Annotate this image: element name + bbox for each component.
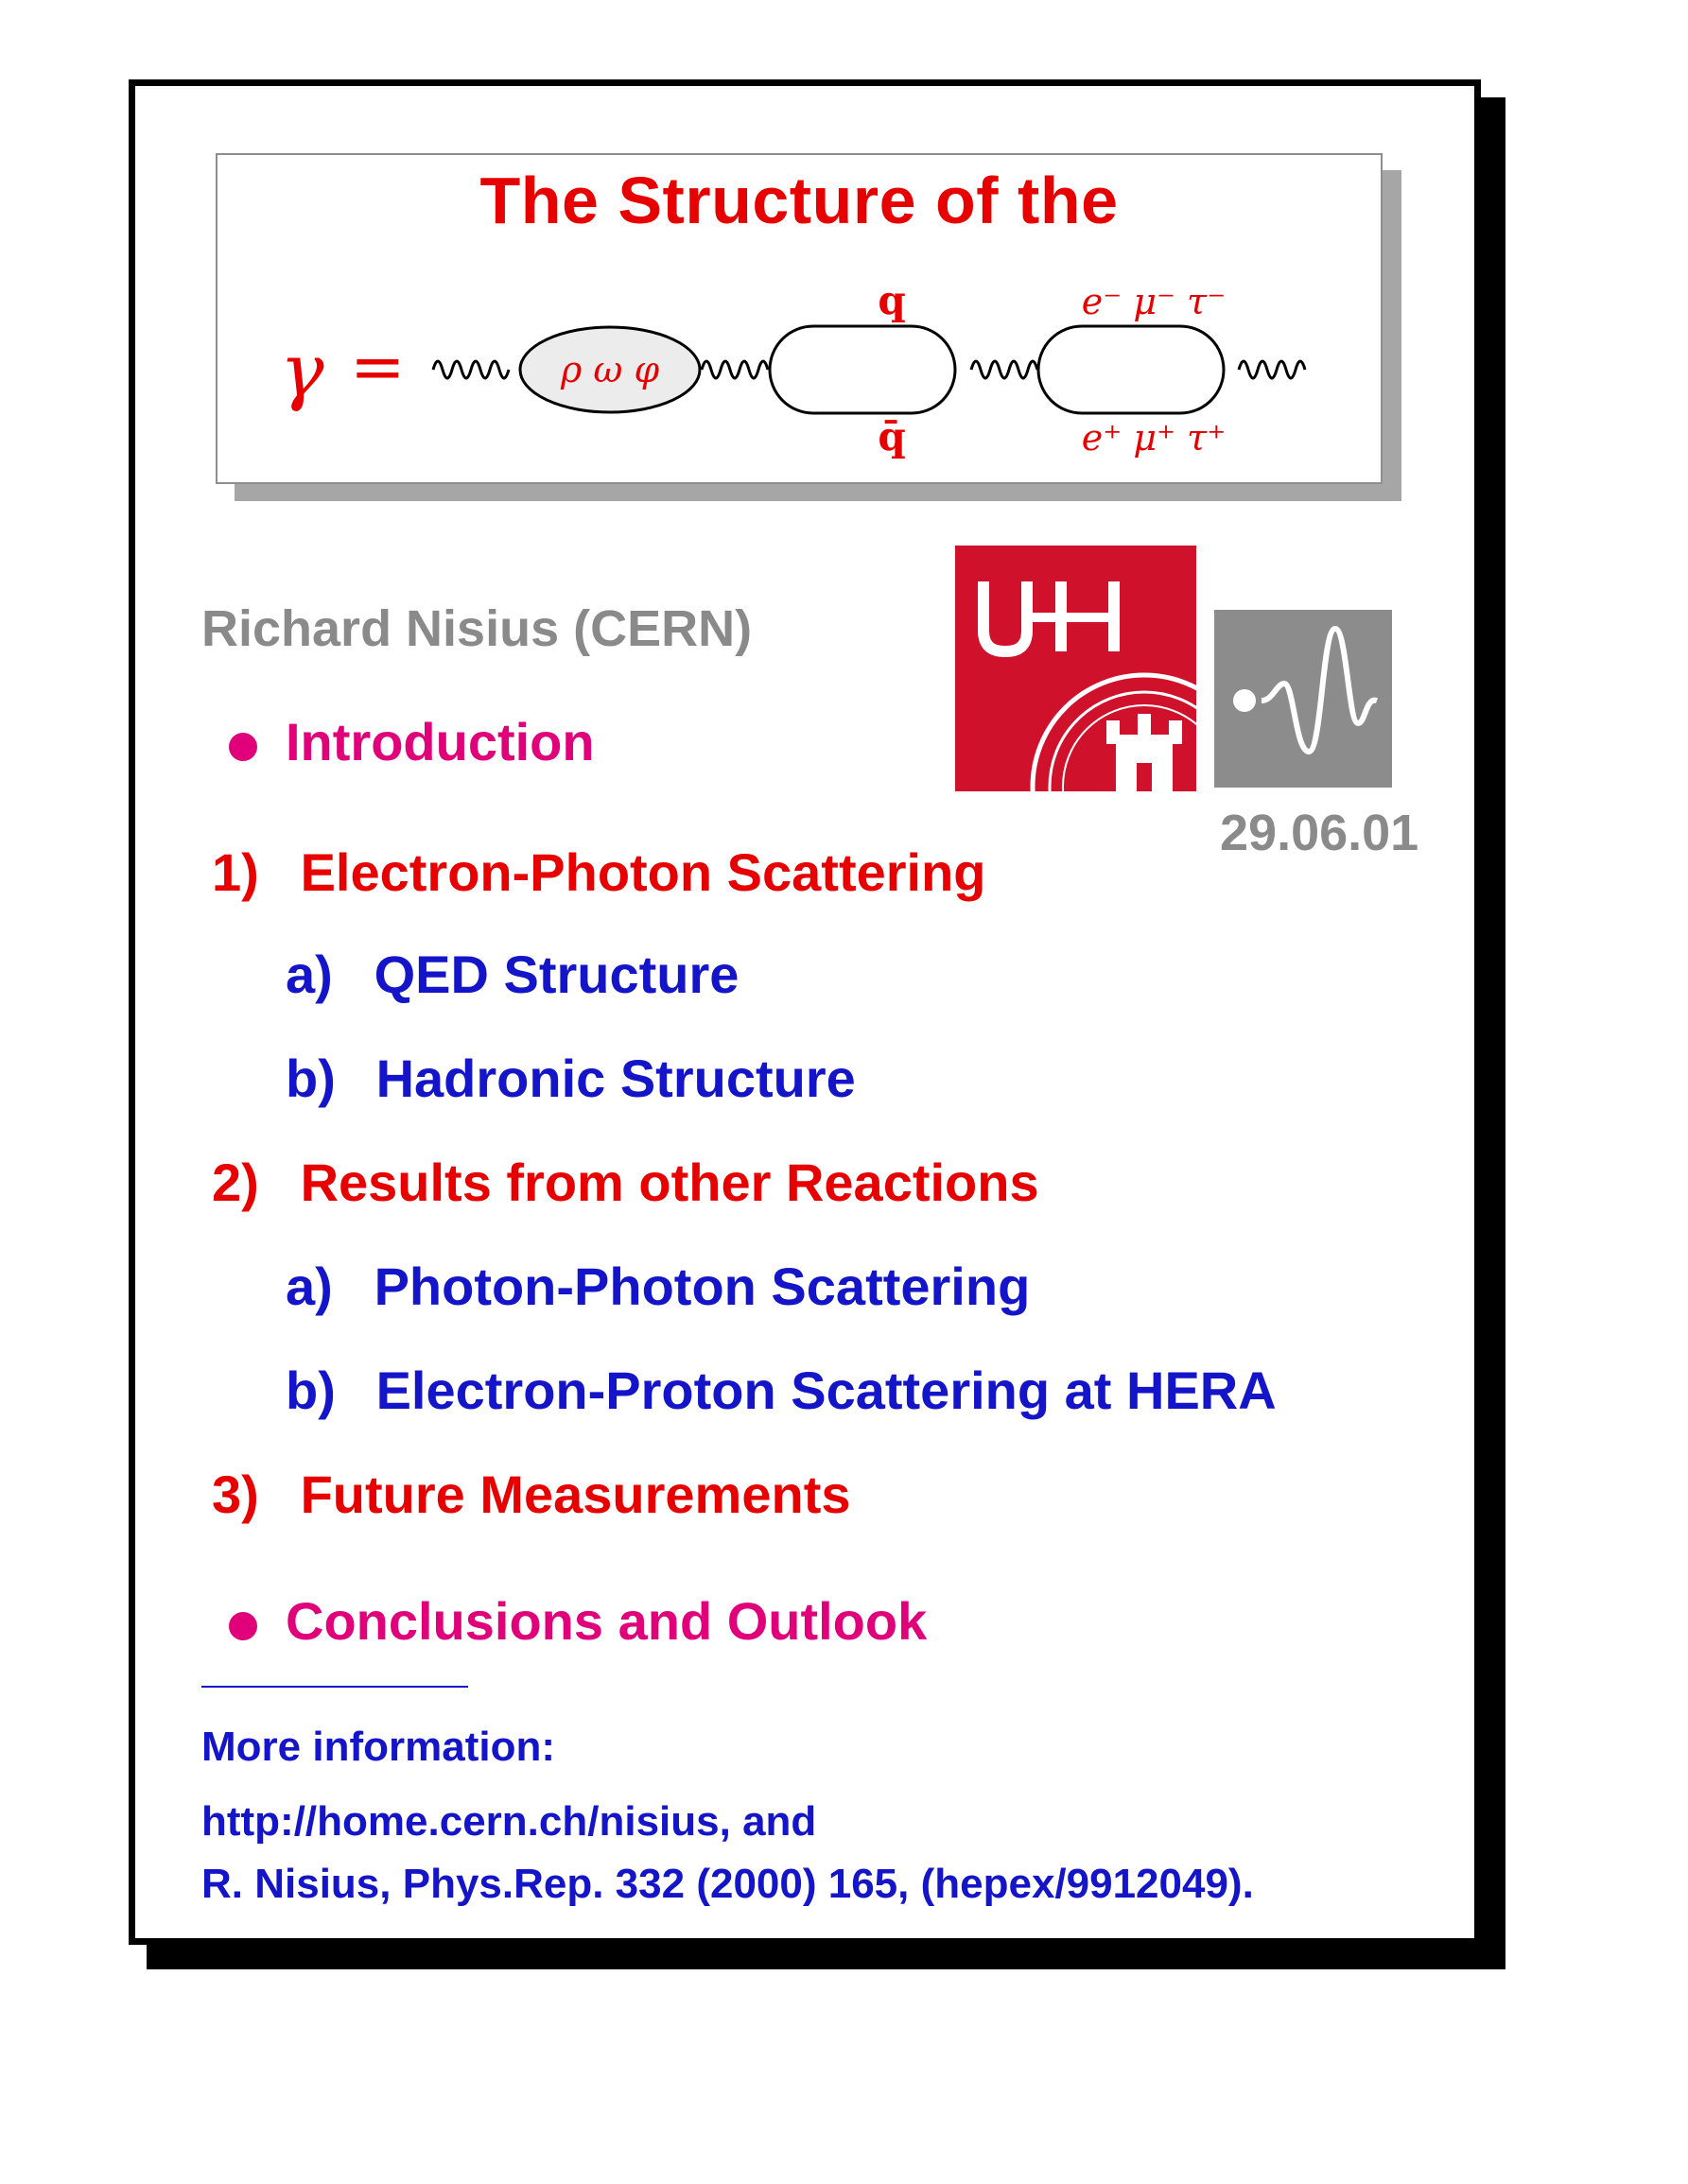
toc-electron-photon-scattering: [212, 841, 986, 903]
toc-results-other-reactions: [212, 1152, 1039, 1213]
toc-label: Photon-Photon Scattering: [374, 1257, 1031, 1316]
toc-qed-structure: [286, 944, 739, 1005]
uhh-logo: [955, 546, 1196, 791]
author-name: Richard Nisius (CERN): [201, 600, 753, 657]
toc-number: b): [286, 1049, 336, 1108]
bullet-introduction: [229, 733, 257, 761]
equals-sign: =: [350, 328, 406, 406]
toc-label: Electron-Photon Scattering: [300, 842, 986, 902]
bullet-conclusions: [229, 1612, 257, 1640]
toc-label: Introduction: [286, 712, 595, 771]
toc-number: 2): [212, 1153, 259, 1212]
photon-line-3: [971, 361, 1037, 378]
gamma-symbol: γ: [280, 329, 324, 414]
talk-date: 29.06.01: [1220, 805, 1419, 861]
toc-future-measurements: [212, 1464, 851, 1525]
antiquark-label: q̄: [878, 413, 906, 459]
lepton-top-label: e⁻ μ⁻ τ⁻: [1081, 281, 1227, 322]
toc-number: 3): [212, 1465, 259, 1524]
footer-reference-line: R. Nisius, Phys.Rep. 332 (2000) 165, (hepex/9912049).: [201, 1861, 1254, 1907]
footer-link-line[interactable]: http://home.cern.ch/nisius, and: [201, 1798, 817, 1845]
toc-number: 1): [212, 842, 259, 902]
toc-number: b): [286, 1361, 336, 1420]
quark-loop: [770, 326, 955, 413]
toc-conclusions-outlook: [286, 1590, 927, 1652]
toc-label: Hadronic Structure: [375, 1049, 856, 1108]
toc-label: Conclusions and Outlook: [286, 1591, 928, 1651]
photon-line-2: [702, 361, 768, 378]
title-box: [216, 153, 1383, 484]
toc-label: Results from other Reactions: [300, 1153, 1039, 1212]
desy-logo: [1214, 610, 1392, 788]
toc-introduction: [286, 711, 595, 772]
lepton-bottom-label: e⁺ μ⁺ τ⁺: [1081, 417, 1227, 459]
photon-line-4: [1239, 361, 1305, 378]
footer-heading: More information:: [201, 1724, 555, 1770]
quark-label: q: [878, 277, 906, 323]
toc-electron-proton-hera: [286, 1360, 1277, 1421]
meson-label: ρ ω φ: [560, 349, 660, 390]
toc-hadronic-structure: [286, 1048, 856, 1109]
toc-photon-photon-scattering: [286, 1256, 1030, 1317]
slide-title: The Structure of the: [479, 164, 1119, 237]
photon-structure-diagram: [218, 155, 1384, 486]
toc-number: a): [286, 945, 333, 1004]
toc-label: QED Structure: [374, 945, 740, 1004]
toc-label: Future Measurements: [300, 1465, 851, 1524]
toc-number: a): [286, 1257, 333, 1316]
lepton-loop: [1038, 326, 1224, 413]
footnote-rule: [201, 1686, 468, 1688]
toc-label: Electron-Proton Scattering at HERA: [375, 1361, 1277, 1420]
photon-line-1: [433, 361, 509, 378]
